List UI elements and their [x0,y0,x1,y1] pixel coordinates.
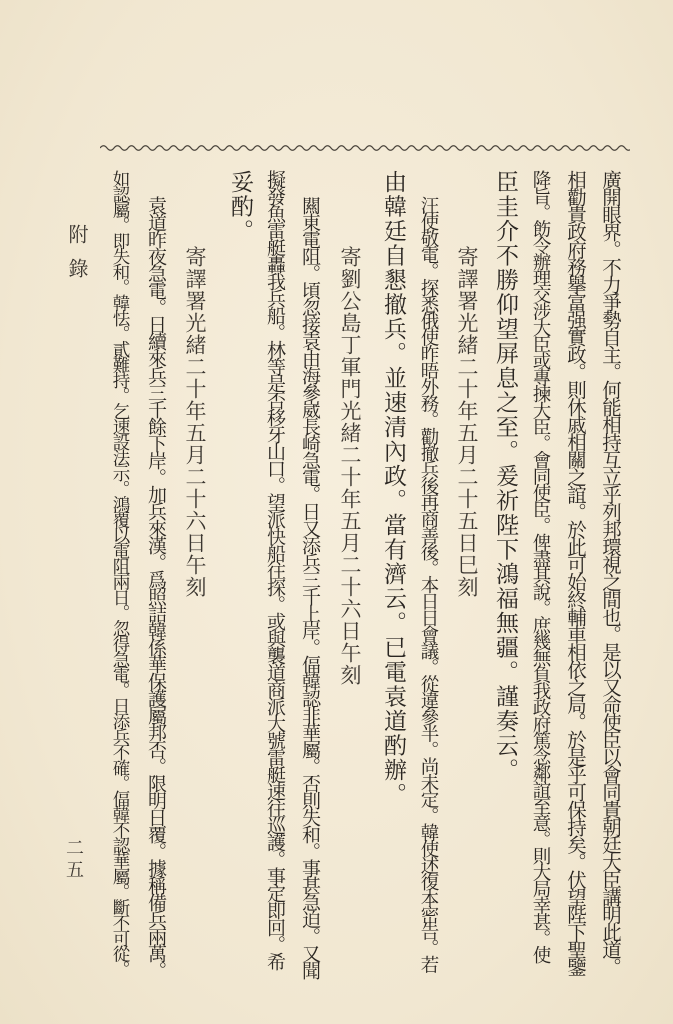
wavy-divider [100,142,630,154]
text-column-13: 袁道昨夜急電。日續來兵三千餘下岸。加兵來漢。爲照詰韓係華保護屬邦否。限明日覆。據稱備兵兩萬。 [145,196,167,978]
text-column-4: 臣圭介不勝仰望屏息之至。爰祈陛下鴻福無疆。謹奏云。 [492,170,518,783]
text-column-3: 降旨。飭令辦理交涉大臣或專揀大臣。會同使臣。俾盡其說。庶幾無負我政府篤念鄰誼至意。則大局幸甚。使 [530,170,551,962]
text-column-6: 汪使敬電。探悉俄使昨晤外務。勸撤兵後再商善後。本日日會議。從違參半。尚未定。韓使述復本密告。若 [418,196,439,972]
page-number: 二五 [63,838,84,882]
text-column-11: 妥酌。 [227,170,253,244]
text-column-14: 如認屬。即失和。韓怯。貳難持。乞速設法示。鴻覆以電阻兩日。忽得急電。日添兵不確。偪韓不認華屬。斷不可從。 [110,170,130,976]
section-label: 附錄 [65,224,89,292]
telegram-heading-1: 寄譯署光緒二十年五月二十五日巳刻 [455,246,479,598]
telegram-heading-3: 寄譯署光緒二十年五月二十六日午刻 [183,246,207,598]
text-column-10: 擬發魚雷艇轟我兵船。林等是否移牙山口。望派快船往探。或與襲道商派大號雷艇速往巡護。事定即回。希 [264,170,286,969]
text-column-9: 闗東電阻。頃忽接袁由海參崴長崎急電。日又添兵三千上岸。偪韓認非華屬。否則失和。事甚急迫。又聞 [299,196,321,978]
telegram-heading-2: 寄劉公島丁軍門光緒二十年五月二十六日午刻 [338,246,362,686]
text-column-1: 廣開眼界。不力爭勢自主。何能相持互立乎列邦環視之間也。是以又命使臣以會同貴朝廷大臣講明此道。 [599,170,622,975]
text-column-2: 相勸貴政府務擧富强實政。則休戚相關之誼。於此可始終輔車相依之局。於是乎可保持矣。伏望陛下聖鑒 [564,170,587,975]
text-column-7: 由韓廷自懇撤兵。並速清內政。當有濟云。已電袁道酌辦。 [380,170,406,807]
